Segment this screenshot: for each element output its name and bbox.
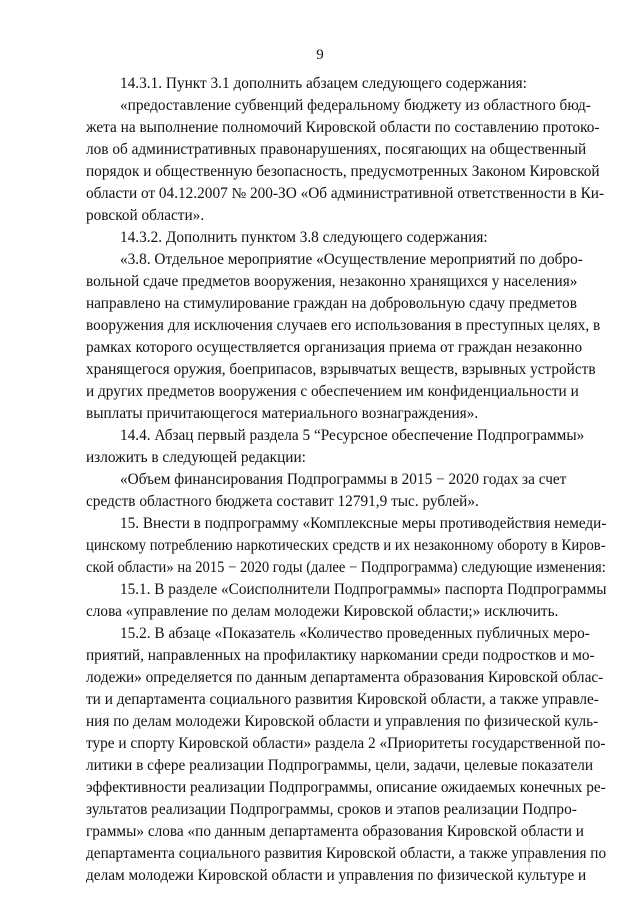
text-line: ровской области».: [86, 207, 205, 224]
text-line: 15.1. В разделе «Соисполнители Подпрограммы» паспорта Подпрограммы: [120, 581, 607, 598]
text-line: слова «управление по делам молодежи Кировской области;» исключить.: [86, 603, 559, 620]
text-line: «Объем финансирования Подпрограммы в 2015 − 2020 годах за счет: [120, 471, 567, 488]
text-line: направлено на стимулирование граждан на добровольную сдачу предметов: [86, 295, 577, 312]
text-line: 14.4. Абзац первый раздела 5 “Ресурсное обеспечение Подпрограммы»: [120, 427, 585, 444]
scan-artifact: [529, 839, 532, 879]
text-line: 14.3.1. Пункт 3.1 дополнить абзацем следующего содержания:: [120, 75, 527, 92]
text-line: вольной сдаче предметов вооружения, незаконно хранящихся у населения»: [86, 273, 578, 290]
text-line: зультатов реализации Подпрограммы, сроков и этапов реализации Подпро-: [86, 801, 577, 818]
text-line: цинскому потреблению наркотических средств и их незаконному обороту в Киров-: [86, 537, 606, 554]
text-line: 15.2. В абзаце «Показатель «Количество проведенных публичных меро-: [120, 625, 590, 642]
page-number: 9: [316, 47, 324, 63]
text-line: лодежи» определяется по данным департамента образования Кировской облас-: [86, 669, 604, 686]
text-line: «предоставление субвенций федеральному бюджету из областного бюд-: [120, 97, 591, 114]
text-line: и других предметов вооружения с обеспечением им конфиденциальности и: [86, 383, 579, 400]
text-line: приятий, направленных на профилактику наркомании среди подростков и мо-: [86, 647, 595, 664]
text-line: 14.3.2. Дополнить пунктом 3.8 следующего содержания:: [120, 229, 488, 246]
text-line: эффективности реализации Подпрограммы, описание ожидаемых конечных ре-: [86, 779, 606, 796]
text-line: «3.8. Отдельное мероприятие «Осуществление мероприятий по добро-: [120, 251, 583, 268]
text-line: рамках которого осуществляется организация приема от граждан незаконно: [86, 339, 583, 356]
text-line: средств областного бюджета составит 12791,9 тыс. рублей».: [86, 493, 479, 510]
text-line: вооружения для исключения случаев его использования в преступных целях, в: [86, 317, 601, 334]
text-line: делам молодежи Кировской области и управления по физической культуре и: [86, 867, 587, 884]
text-line: области от 04.12.2007 № 200-ЗО «Об административной ответственности в Ки-: [86, 185, 605, 202]
text-line: литики в сфере реализации Подпрограммы, цели, задачи, целевые показатели: [86, 757, 594, 774]
text-line: хранящегося оружия, боеприпасов, взрывчатых веществ, взрывных устройств: [86, 361, 596, 378]
text-line: ти и департамента социального развития Кировской области, а также управле-: [86, 691, 599, 708]
text-line: выплаты причитающегося материального вознаграждения».: [86, 405, 479, 422]
text-line: ния по делам молодежи Кировской области и управления по физической куль-: [86, 713, 599, 730]
text-line: порядок и общественную безопасность, предусмотренных Законом Кировской: [86, 163, 600, 180]
text-line: туре и спорту Кировской области» раздела 2 «Приоритеты государственной по-: [86, 735, 606, 752]
text-line: изложить в следующей редакции:: [86, 449, 306, 466]
text-line: жета на выполнение полномочий Кировской области по составлению протоко-: [86, 119, 600, 136]
text-line: ской области» на 2015 − 2020 годы (далее − Подпрограмма) следующие изменения:: [86, 559, 606, 576]
text-line: лов об административных правонарушениях, посягающих на общественный: [86, 141, 587, 158]
text-line: департамента социального развития Кировской области, а также управления по: [86, 845, 607, 862]
text-line: граммы» слова «по данным департамента образования Кировской области и: [86, 823, 584, 840]
text-line: 15. Внести в подпрограмму «Комплексные меры противодействия немеди-: [120, 515, 607, 532]
